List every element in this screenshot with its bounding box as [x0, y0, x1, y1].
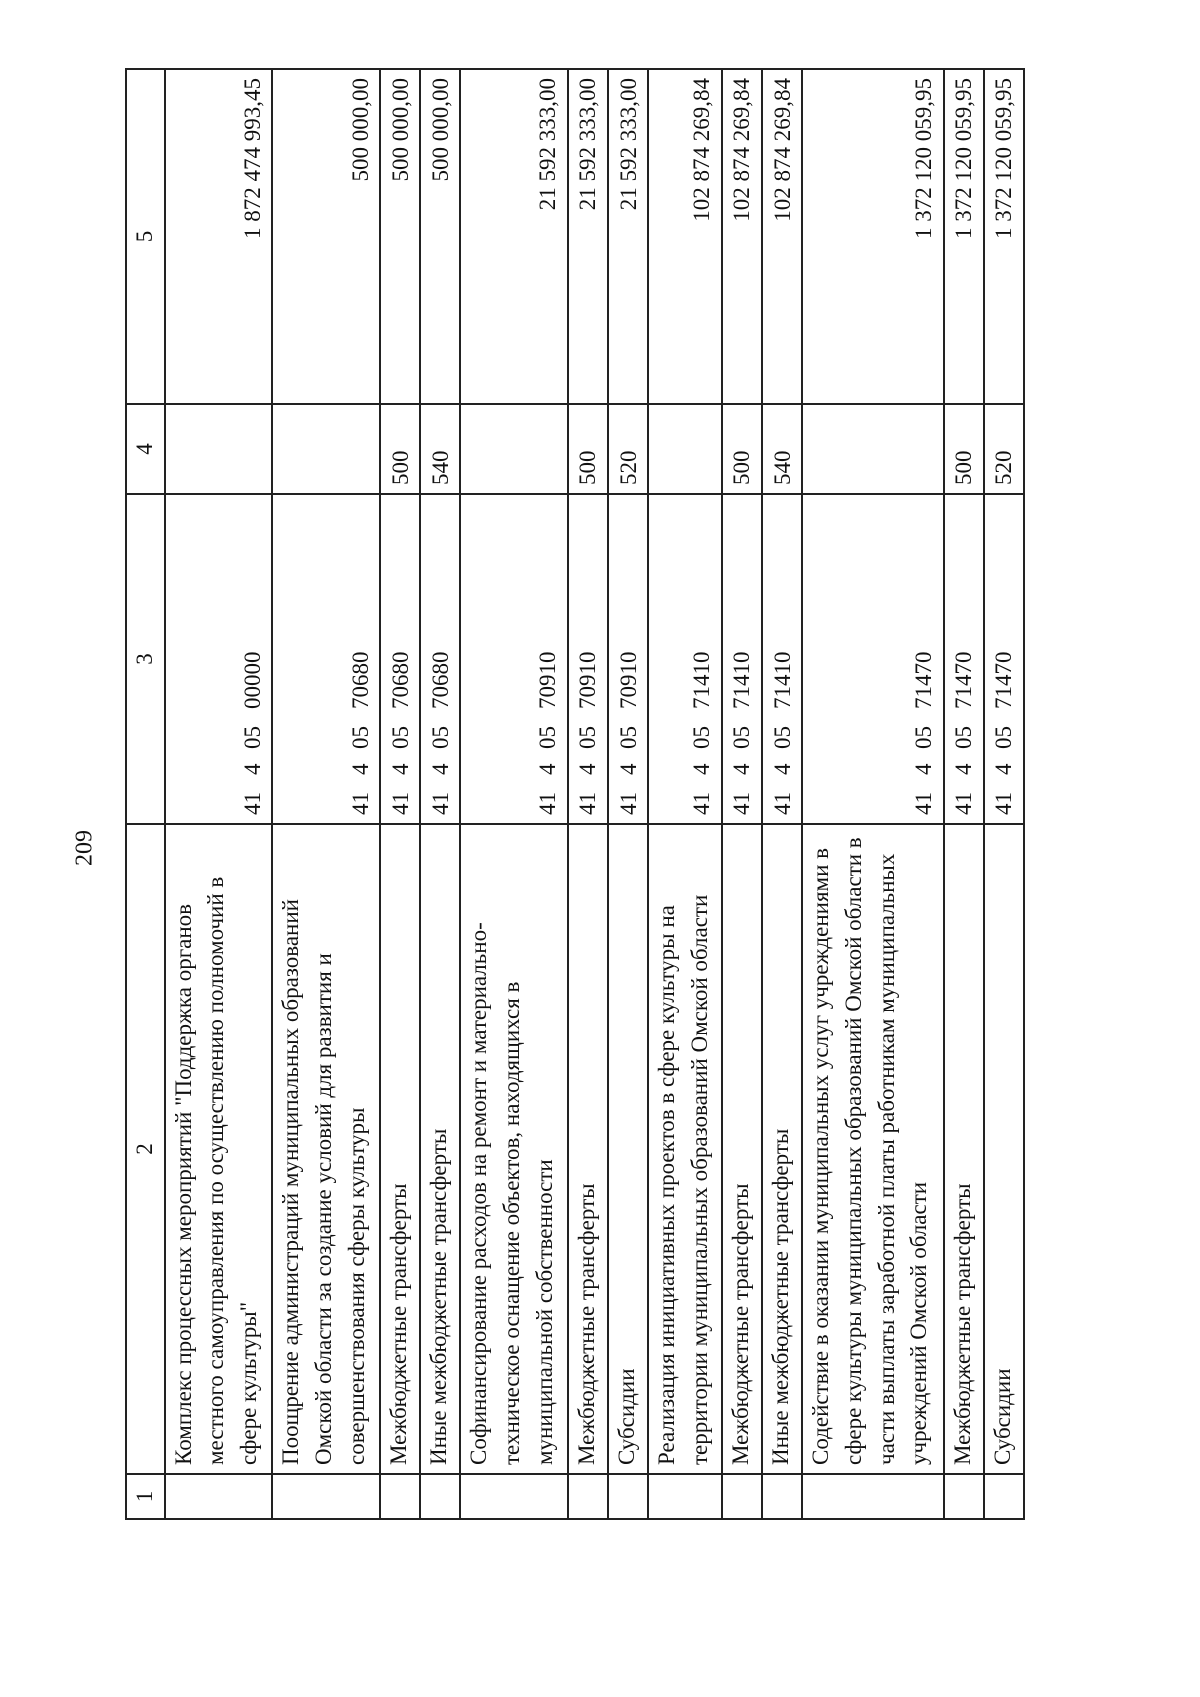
expense-name-cell: Поощрение администраций муниципальных образований Омской области за создание условий для развития и совершенствования сферы культуры — [272, 824, 380, 1474]
expense-type-cell: 540 — [762, 404, 802, 494]
amount-cell: 1 372 120 059,95 — [802, 69, 944, 404]
code-part-2: 4 — [427, 763, 453, 775]
classification-code-cell — [802, 494, 944, 824]
code-part-4: 70680 — [427, 651, 453, 709]
code-part-4: 00000 — [239, 651, 265, 709]
code-part-2: 4 — [387, 763, 413, 775]
code-part-3: 05 — [575, 726, 601, 749]
expense-type-cell: 540 — [420, 404, 460, 494]
code-part-1: 41 — [535, 792, 561, 815]
amount-cell: 21 592 333,00 — [460, 69, 568, 404]
classification-code-cell — [420, 494, 460, 824]
code-part-3: 05 — [387, 726, 413, 749]
expense-name-cell: Межбюджетные трансферты — [568, 824, 608, 1474]
expense-name-cell: Софинансирование расходов на ремонт и материально-техническое оснащение объектов, находящихся в муниципальной собственности — [460, 824, 568, 1474]
expense-name-cell: Иные межбюджетные трансферты — [420, 824, 460, 1474]
code-part-3: 05 — [427, 726, 453, 749]
row-number-cell — [568, 1474, 608, 1519]
code-part-4: 71470 — [911, 651, 937, 709]
row-number-cell — [944, 1474, 984, 1519]
table-row — [984, 69, 1024, 1519]
code-part-3: 05 — [347, 726, 373, 749]
table-row — [802, 69, 944, 1519]
code-part-4: 70910 — [575, 651, 601, 709]
code-part-3: 05 — [769, 726, 795, 749]
code-part-2: 4 — [535, 763, 561, 775]
amount-cell: 1 872 474 993,45 — [165, 69, 273, 404]
row-number-cell — [984, 1474, 1024, 1519]
expense-type-cell — [460, 404, 568, 494]
classification-code-cell — [984, 494, 1024, 824]
amount-cell: 21 592 333,00 — [608, 69, 648, 404]
classification-code-cell — [722, 494, 762, 824]
code-part-1: 41 — [951, 792, 977, 815]
header-col-5: 5 — [126, 69, 165, 404]
table-row — [460, 69, 568, 1519]
code-part-4: 71470 — [991, 651, 1017, 709]
row-number-cell — [648, 1474, 722, 1519]
code-part-2: 4 — [615, 763, 641, 775]
code-part-4: 71410 — [729, 651, 755, 709]
amount-cell: 102 874 269,84 — [722, 69, 762, 404]
expense-type-cell: 500 — [380, 404, 420, 494]
code-part-4: 70680 — [347, 651, 373, 709]
classification-code-cell — [944, 494, 984, 824]
row-number-cell — [802, 1474, 944, 1519]
code-part-4: 71410 — [689, 651, 715, 709]
expense-name-cell: Иные межбюджетные трансферты — [762, 824, 802, 1474]
table-body — [165, 69, 1024, 1519]
classification-code-cell — [165, 494, 273, 824]
amount-cell: 500 000,00 — [420, 69, 460, 404]
classification-code-cell — [648, 494, 722, 824]
code-part-1: 41 — [991, 792, 1017, 815]
classification-code-cell — [272, 494, 380, 824]
code-part-1: 41 — [575, 792, 601, 815]
classification-code-cell — [380, 494, 420, 824]
budget-table — [125, 68, 1025, 1520]
amount-cell: 500 000,00 — [272, 69, 380, 404]
expense-type-cell: 500 — [722, 404, 762, 494]
code-part-2: 4 — [991, 763, 1017, 775]
code-part-3: 05 — [991, 726, 1017, 749]
code-part-2: 4 — [575, 763, 601, 775]
table-row — [648, 69, 722, 1519]
expense-type-cell: 520 — [608, 404, 648, 494]
code-part-2: 4 — [239, 763, 265, 775]
amount-cell: 1 372 120 059,95 — [984, 69, 1024, 404]
classification-code-cell — [568, 494, 608, 824]
code-part-2: 4 — [911, 763, 937, 775]
classification-code-cell — [762, 494, 802, 824]
header-col-1: 1 — [126, 1474, 165, 1519]
amount-cell: 1 372 120 059,95 — [944, 69, 984, 404]
code-part-1: 41 — [689, 792, 715, 815]
table-row — [272, 69, 380, 1519]
amount-cell: 500 000,00 — [380, 69, 420, 404]
expense-type-cell — [272, 404, 380, 494]
code-part-4: 70910 — [615, 651, 641, 709]
table-row — [380, 69, 420, 1519]
expense-name-cell: Реализация инициативных проектов в сфере культуры на территории муниципальных образований Омской области — [648, 824, 722, 1474]
code-part-3: 05 — [911, 726, 937, 749]
row-number-cell — [722, 1474, 762, 1519]
classification-code-cell — [608, 494, 648, 824]
code-part-3: 05 — [689, 726, 715, 749]
page-number: 209 — [71, 830, 98, 866]
table-row — [762, 69, 802, 1519]
budget-table-container — [125, 70, 1025, 1520]
classification-code-cell — [460, 494, 568, 824]
header-col-4: 4 — [126, 404, 165, 494]
row-number-cell — [420, 1474, 460, 1519]
row-number-cell — [272, 1474, 380, 1519]
expense-name-cell: Межбюджетные трансферты — [944, 824, 984, 1474]
expense-name-cell: Межбюджетные трансферты — [722, 824, 762, 1474]
code-part-3: 05 — [951, 726, 977, 749]
header-row — [126, 69, 165, 1519]
row-number-cell — [165, 1474, 273, 1519]
table-row — [568, 69, 608, 1519]
code-part-2: 4 — [729, 763, 755, 775]
row-number-cell — [460, 1474, 568, 1519]
amount-cell: 102 874 269,84 — [648, 69, 722, 404]
expense-type-cell: 500 — [944, 404, 984, 494]
code-part-1: 41 — [729, 792, 755, 815]
code-part-4: 71470 — [951, 651, 977, 709]
amount-cell: 102 874 269,84 — [762, 69, 802, 404]
code-part-3: 05 — [239, 726, 265, 749]
expense-name-cell: Субсидии — [608, 824, 648, 1474]
code-part-1: 41 — [769, 792, 795, 815]
expense-type-cell — [648, 404, 722, 494]
table-row — [608, 69, 648, 1519]
code-part-1: 41 — [427, 792, 453, 815]
row-number-cell — [608, 1474, 648, 1519]
code-part-1: 41 — [615, 792, 641, 815]
code-part-2: 4 — [951, 763, 977, 775]
amount-cell: 21 592 333,00 — [568, 69, 608, 404]
code-part-1: 41 — [911, 792, 937, 815]
code-part-4: 70680 — [387, 651, 413, 709]
expense-name-cell: Содействие в оказании муниципальных услуг учреждениями в сфере культуры муниципальных образований Омской области в части выплаты заработной платы работникам муниципальных учреждений Омской области — [802, 824, 944, 1474]
table-row — [722, 69, 762, 1519]
expense-name-cell: Комплекс процессных мероприятий "Поддержка органов местного самоуправления по осуществлению полномочий в сфере культуры" — [165, 824, 273, 1474]
code-part-2: 4 — [769, 763, 795, 775]
code-part-1: 41 — [347, 792, 373, 815]
expense-type-cell: 500 — [568, 404, 608, 494]
row-number-cell — [762, 1474, 802, 1519]
code-part-4: 71410 — [769, 651, 795, 709]
expense-type-cell — [802, 404, 944, 494]
expense-type-cell: 520 — [984, 404, 1024, 494]
row-number-cell — [380, 1474, 420, 1519]
code-part-2: 4 — [689, 763, 715, 775]
table-row — [944, 69, 984, 1519]
table-row — [420, 69, 460, 1519]
code-part-3: 05 — [535, 726, 561, 749]
header-col-3: 3 — [126, 494, 165, 824]
table-row — [165, 69, 273, 1519]
expense-name-cell: Субсидии — [984, 824, 1024, 1474]
code-part-2: 4 — [347, 763, 373, 775]
expense-name-cell: Межбюджетные трансферты — [380, 824, 420, 1474]
code-part-3: 05 — [615, 726, 641, 749]
expense-type-cell — [165, 404, 273, 494]
header-col-2: 2 — [126, 824, 165, 1474]
code-part-1: 41 — [239, 792, 265, 815]
code-part-4: 70910 — [535, 651, 561, 709]
code-part-3: 05 — [729, 726, 755, 749]
code-part-1: 41 — [387, 792, 413, 815]
